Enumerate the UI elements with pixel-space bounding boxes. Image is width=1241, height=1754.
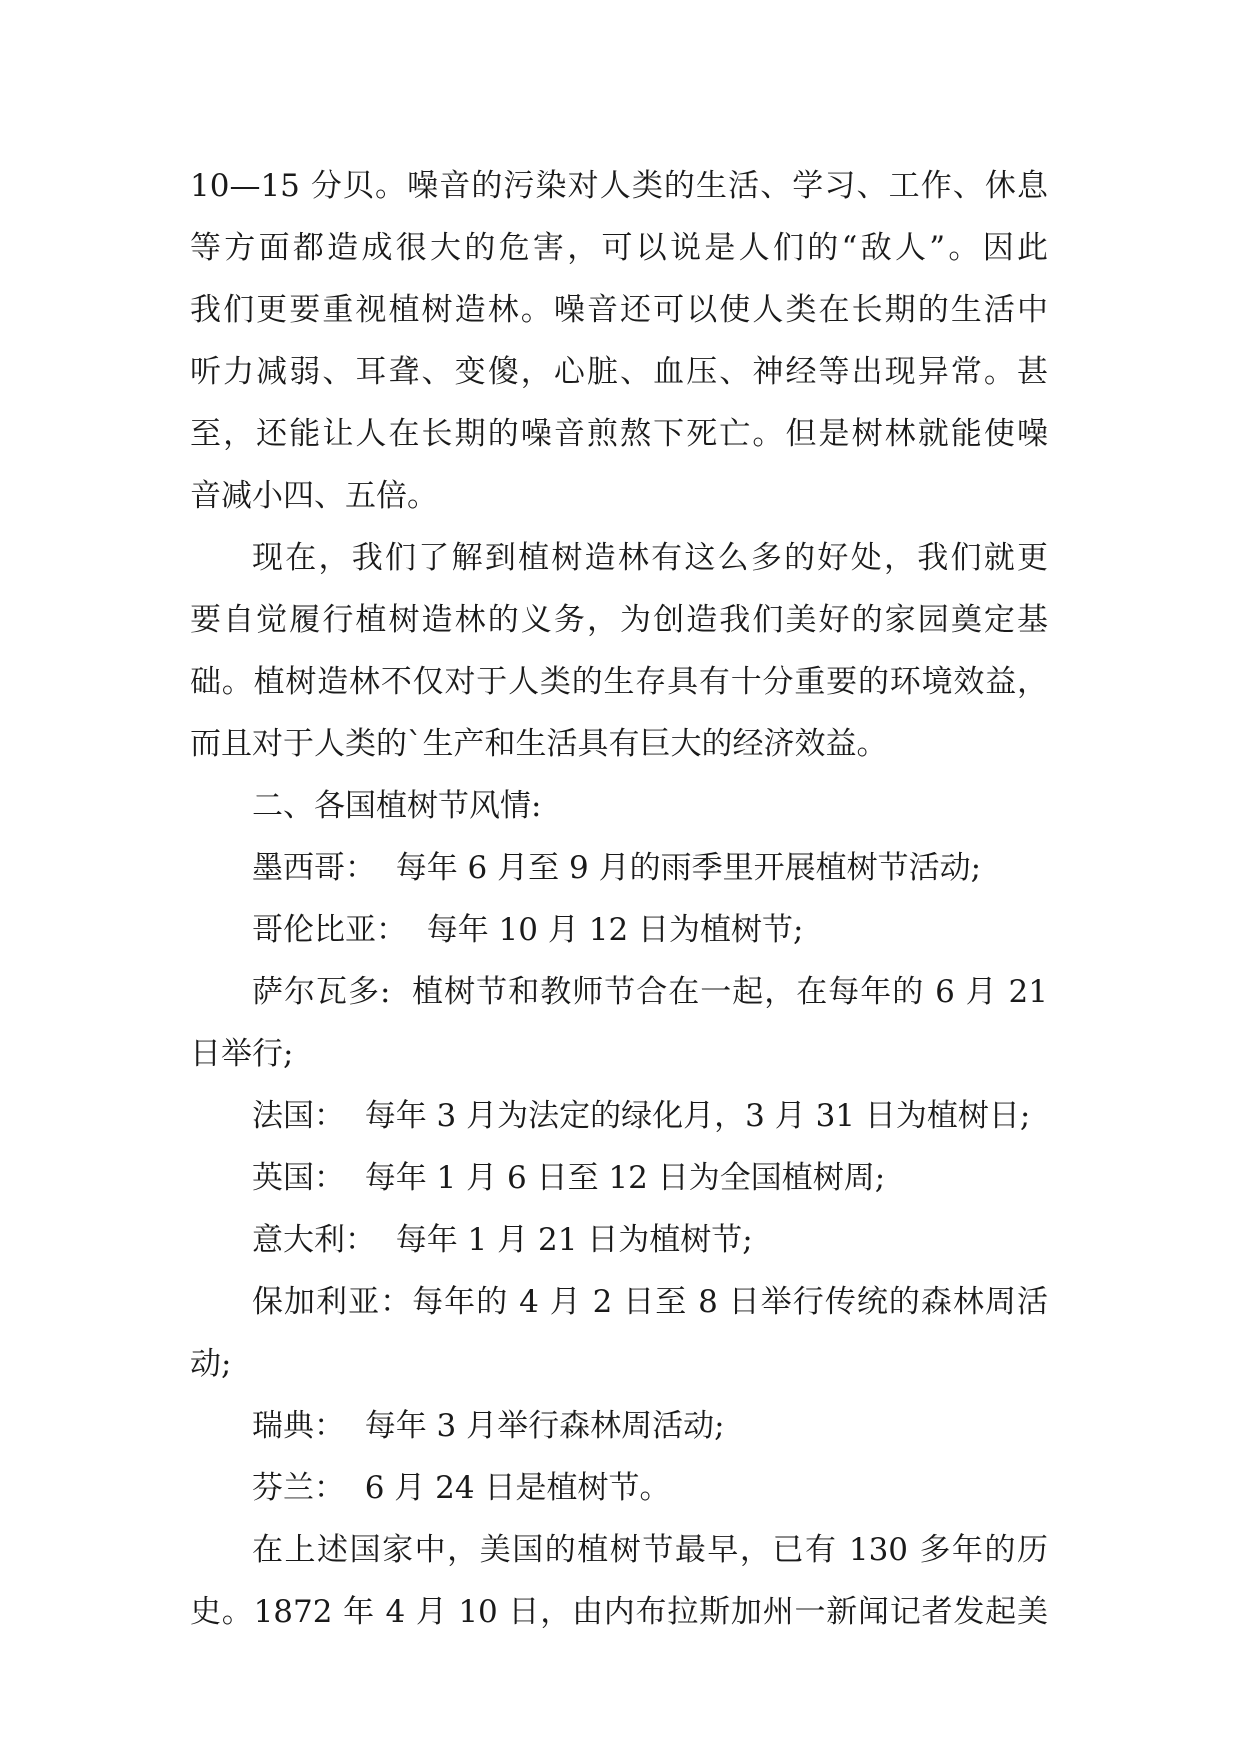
paragraph <box>190 155 1048 527</box>
list-item <box>190 837 1048 899</box>
text-line: 哥伦比亚： 每年 10 月 12 日为植树节; <box>252 912 804 948</box>
list-item <box>190 1147 1048 1209</box>
text-line: 二、各国植树节风情: <box>252 788 542 824</box>
text-line: 而且对于人类的`生产和生活具有巨大的经济效益。 <box>190 726 888 762</box>
text-line: 10—15 分贝。噪音的污染对人类的生活、学习、工作、休息 <box>190 168 1048 204</box>
text-line: 萨尔瓦多: 植树节和教师节合在一起，在每年的 6 月 21 <box>252 974 1048 1010</box>
section-heading <box>190 775 1048 837</box>
text-line: 法国： 每年 3 月为法定的绿化月，3 月 31 日为植树日; <box>252 1098 1031 1134</box>
text-line: 意大利： 每年 1 月 21 日为植树节; <box>252 1222 753 1258</box>
text-line: 现在，我们了解到植树造林有这么多的好处，我们就更 <box>252 540 1048 576</box>
document-page <box>190 155 1048 1643</box>
text-line: 础。植树造林不仅对于人类的生存具有十分重要的环境效益， <box>190 664 1048 700</box>
list-item <box>190 1395 1048 1457</box>
list-item <box>190 1271 1048 1395</box>
list-item <box>190 1209 1048 1271</box>
text-line: 动; <box>190 1346 232 1382</box>
list-item <box>190 961 1048 1085</box>
text-line: 至，还能让人在长期的噪音煎熬下死亡。但是树林就能使噪 <box>190 416 1048 452</box>
text-line: 日举行; <box>190 1036 294 1072</box>
list-item <box>190 1457 1048 1519</box>
text-line: 听力减弱、耳聋、变傻，心脏、血压、神经等出现异常。甚 <box>190 354 1048 390</box>
text-line: 史。1872 年 4 月 10 日，由内布拉斯加州一新闻记者发起美 <box>190 1594 1048 1630</box>
text-line: 我们更要重视植树造林。噪音还可以使人类在长期的生活中 <box>190 292 1048 328</box>
paragraph <box>190 527 1048 775</box>
text-line: 音减小四、五倍。 <box>190 478 438 514</box>
text-line: 墨西哥： 每年 6 月至 9 月的雨季里开展植树节活动; <box>252 850 982 886</box>
text-line: 瑞典： 每年 3 月举行森林周活动; <box>252 1408 725 1444</box>
list-item <box>190 899 1048 961</box>
text-line: 在上述国家中，美国的植树节最早，已有 130 多年的历 <box>252 1532 1048 1568</box>
text-line: 芬兰： 6 月 24 日是植树节。 <box>252 1470 671 1506</box>
text-line: 保加利亚：每年的 4 月 2 日至 8 日举行传统的森林周活 <box>252 1284 1048 1320</box>
text-line: 要自觉履行植树造林的义务，为创造我们美好的家园奠定基 <box>190 602 1048 638</box>
paragraph <box>190 1519 1048 1643</box>
list-item <box>190 1085 1048 1147</box>
text-line: 等方面都造成很大的危害，可以说是人们的“敌人”。因此 <box>190 230 1048 266</box>
text-line: 英国： 每年 1 月 6 日至 12 日为全国植树周; <box>252 1160 886 1196</box>
